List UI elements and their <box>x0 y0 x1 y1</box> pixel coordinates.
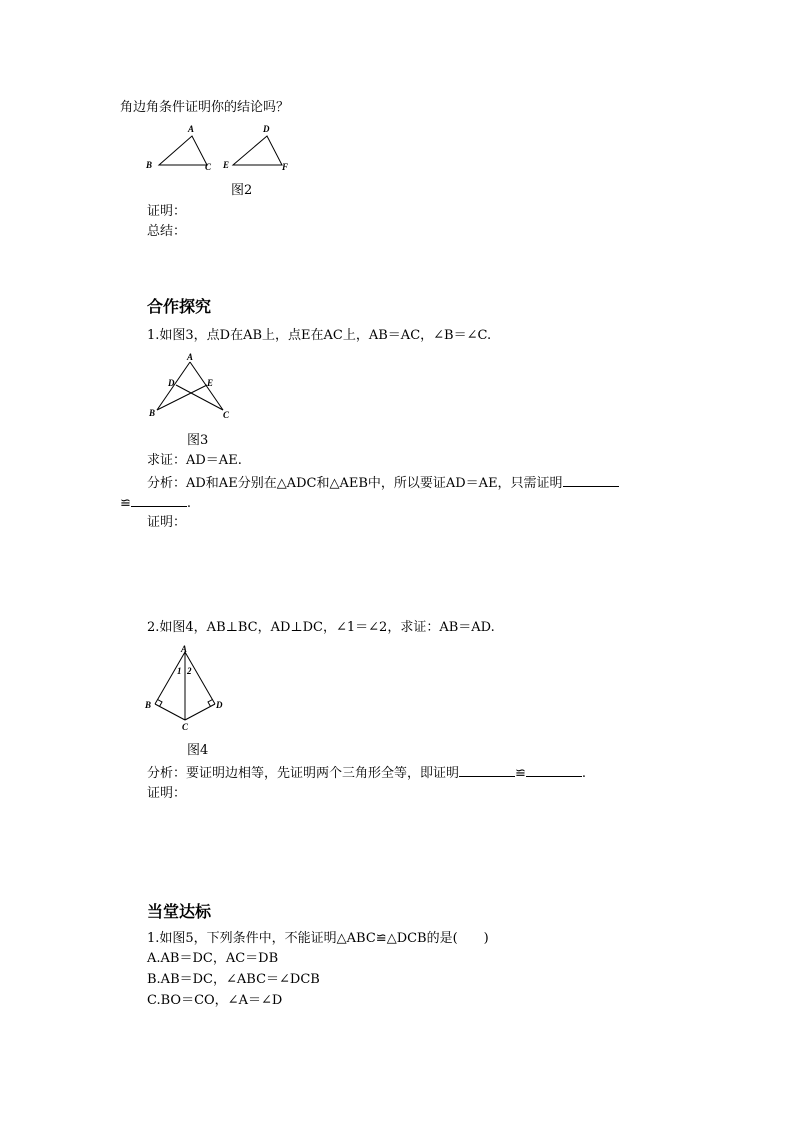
q1-analysis-cont <box>120 494 191 512</box>
q2-analysis-text: 分析：要证明边相等，先证明两个三角形全等，即证明 <box>147 766 460 781</box>
proof-label-top: 证明： <box>147 204 187 219</box>
figure-4 <box>140 642 240 737</box>
summary-label: 总结： <box>147 224 187 239</box>
fig2-caption: 图2 <box>231 183 253 198</box>
fig2-label-e: E <box>223 160 230 170</box>
classwork-q1-option-c: C.BO＝CO，∠A＝∠D <box>147 993 283 1008</box>
fig2-label-a: A <box>188 124 195 134</box>
q2-blank-2 <box>526 764 582 777</box>
q1-period: . <box>186 496 192 511</box>
figure-3 <box>145 350 245 430</box>
q2-period: . <box>581 766 587 781</box>
fig4-caption: 图4 <box>187 743 209 758</box>
q2-analysis <box>147 764 586 782</box>
fig3-label-a: A <box>187 352 194 362</box>
fig2-label-c: C <box>205 162 212 172</box>
fig4-label-b: B <box>145 700 152 710</box>
q2-congruent-sign: ≌ <box>515 766 526 781</box>
fig3-label-c: C <box>223 410 230 420</box>
q1-congruent-sign: ≌ <box>120 496 131 511</box>
fig3-label-e: E <box>207 378 214 388</box>
classwork-q1-option-b: B.AB＝DC，∠ABC＝∠DCB <box>147 972 320 987</box>
classwork-q1-text: 1.如图5，下列条件中，不能证明△ABC≌△DCB的是( ) <box>147 931 489 946</box>
q1-analysis-text: 分析：AD和AE分别在△ADC和△AEB中，所以要证AD＝AE，只需证明 <box>147 476 563 491</box>
q2-proof-label: 证明： <box>147 786 187 801</box>
section-heading-cooperate: 合作探究 <box>147 297 212 316</box>
fig4-label-c: C <box>182 722 189 732</box>
q1-blank-2 <box>131 494 187 507</box>
fig4-label-2: 2 <box>187 666 192 676</box>
q1-prove: 求证：AD＝AE. <box>147 453 242 468</box>
fig3-label-b: B <box>149 408 156 418</box>
fig2-label-d: D <box>263 124 270 134</box>
intro-line: 角边角条件证明你的结论吗？ <box>120 100 290 115</box>
q2-text: 2.如图4，AB⊥BC，AD⊥DC，∠1＝∠2，求证：AB＝AD. <box>147 620 495 635</box>
fig3-caption: 图3 <box>187 433 209 448</box>
fig4-label-1: 1 <box>177 666 182 676</box>
fig4-label-d: D <box>216 700 223 710</box>
q2-blank-1 <box>459 764 515 777</box>
section-heading-classwork: 当堂达标 <box>147 902 212 921</box>
figure-2 <box>140 120 300 180</box>
fig4-label-a: A <box>181 644 188 654</box>
fig2-label-b: B <box>146 160 153 170</box>
q1-proof-label: 证明： <box>147 515 187 530</box>
q1-text: 1.如图3，点D在AB上，点E在AC上，AB＝AC，∠B＝∠C. <box>147 328 492 343</box>
q1-analysis <box>147 474 619 492</box>
fig3-label-d: D <box>168 378 175 388</box>
triangle-abc <box>159 136 207 165</box>
triangle-def <box>233 136 282 165</box>
q1-blank-1 <box>563 474 619 487</box>
fig2-label-f: F <box>282 162 289 172</box>
classwork-q1-option-a: A.AB＝DC，AC＝DB <box>147 951 279 966</box>
